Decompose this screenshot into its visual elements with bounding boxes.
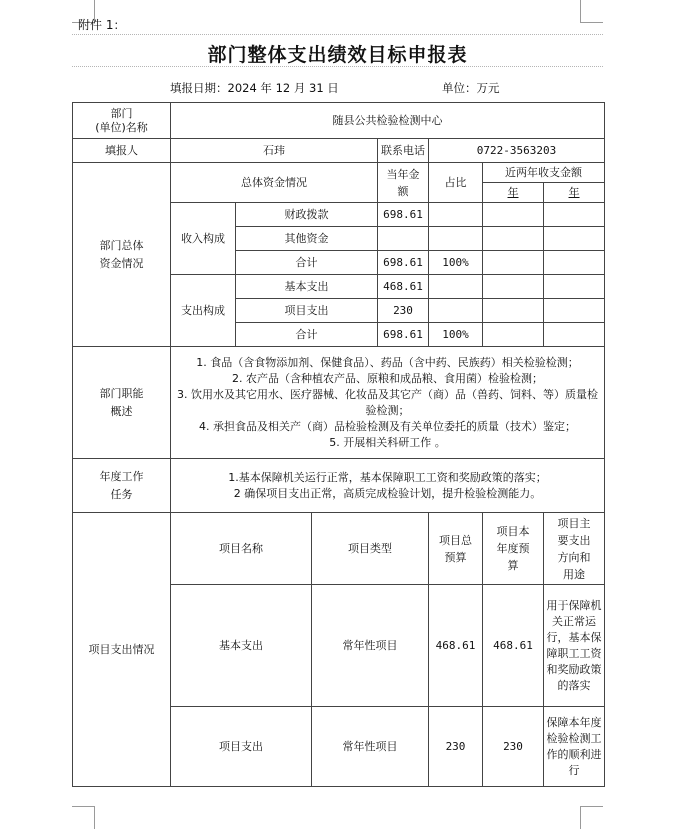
projects-section-label: 项目支出情况 <box>73 513 171 787</box>
year-a-cell <box>483 299 544 323</box>
year-b-cell <box>544 299 605 323</box>
income-name: 其他资金 <box>236 227 378 251</box>
dept-name-value: 随县公共检验检测中心 <box>171 103 605 139</box>
year-b-cell <box>544 323 605 347</box>
duty-item: 3. 饮用水及其它用水、医疗器械、化妆品及其它产（商）品（兽药、饲料、等）质量检验检测； <box>177 387 599 417</box>
project-name: 基本支出 <box>171 585 312 707</box>
fill-date: 填报日期：2024 年 12 月 31 日 <box>170 81 339 95</box>
project-annual: 468.61 <box>483 585 544 707</box>
duty-item: 4. 承担食品及相关产（商）品检验检测及有关单位委托的质量（技术）鉴定； <box>199 419 577 433</box>
overall-funds-label: 总体资金情况 <box>171 163 378 203</box>
expense-total-name: 合计 <box>236 323 378 347</box>
project-direction: 用于保障机关正常运行，基本保障职工工资和奖励政策的落实 <box>544 585 605 707</box>
tasks-label: 年度工作 任务 <box>73 459 171 513</box>
header-divider <box>72 34 603 35</box>
task-item: 1.基本保障机关运行正常，基本保障职工工资和奖励政策的落实； <box>228 470 547 484</box>
attachment-label: 附件 1： <box>78 18 126 32</box>
unit-label: 单位：万元 <box>442 81 500 95</box>
year-a-cell <box>483 203 544 227</box>
funds-section-label: 部门总体 资金情况 <box>73 163 171 347</box>
year-b-label: 年 <box>544 183 605 203</box>
project-total: 230 <box>429 707 483 787</box>
year-a-cell <box>483 275 544 299</box>
year-b-cell <box>544 251 605 275</box>
phone-value: 0722-3563203 <box>429 139 605 163</box>
crop-mark-bottom-right <box>580 806 603 829</box>
year-a-cell <box>483 323 544 347</box>
project-type: 常年性项目 <box>312 585 429 707</box>
project-type-header: 项目类型 <box>312 513 429 585</box>
income-label: 收入构成 <box>171 203 236 275</box>
expense-ratio <box>429 299 483 323</box>
project-total-header: 项目总 预算 <box>429 513 483 585</box>
expense-name: 项目支出 <box>236 299 378 323</box>
duty-item: 2. 农产品（含种植农产品、原粮和成品粮、食用菌）检验检测； <box>232 371 544 385</box>
ratio-label: 占比 <box>429 163 483 203</box>
project-total: 468.61 <box>429 585 483 707</box>
reporter-value: 石玮 <box>171 139 378 163</box>
income-ratio <box>429 203 483 227</box>
phone-label: 联系电话 <box>378 139 429 163</box>
year-a-label: 年 <box>483 183 544 203</box>
year-a-cell <box>483 251 544 275</box>
year-a-cell <box>483 227 544 251</box>
income-amount: 698.61 <box>378 203 429 227</box>
year-b-cell <box>544 275 605 299</box>
recent-years-label: 近两年收支金额 <box>483 163 605 183</box>
reporter-label: 填报人 <box>73 139 171 163</box>
task-item: 2 确保项目支出正常，高质完成检验计划，提升检验检测能力。 <box>233 486 542 500</box>
project-name: 项目支出 <box>171 707 312 787</box>
duty-item: 5. 开展相关科研工作 。 <box>329 435 446 449</box>
income-ratio <box>429 227 483 251</box>
dept-name-label: 部门 (单位)名称 <box>73 103 171 139</box>
year-b-cell <box>544 227 605 251</box>
project-name-header: 项目名称 <box>171 513 312 585</box>
project-direction-header: 项目主 要支出 方向和 用途 <box>544 513 605 585</box>
income-amount <box>378 227 429 251</box>
year-b-cell <box>544 203 605 227</box>
expense-total-amount: 698.61 <box>378 323 429 347</box>
expense-amount: 468.61 <box>378 275 429 299</box>
tasks-text <box>171 459 605 513</box>
expense-ratio <box>429 275 483 299</box>
duty-item: 1. 食品（含食物添加剂、保健食品）、药品（含中药、民族药）相关检验检测； <box>196 355 579 369</box>
crop-mark-bottom-left <box>72 806 95 829</box>
expense-total-ratio: 100% <box>429 323 483 347</box>
income-total-amount: 698.61 <box>378 251 429 275</box>
duties-text <box>171 347 605 459</box>
page-title: 部门整体支出绩效目标申报表 <box>207 44 468 66</box>
project-annual-header: 项目本 年度预 算 <box>483 513 544 585</box>
income-total-name: 合计 <box>236 251 378 275</box>
project-type: 常年性项目 <box>312 707 429 787</box>
current-year-label: 当年金 额 <box>378 163 429 203</box>
income-name: 财政拨款 <box>236 203 378 227</box>
crop-mark-top-right <box>580 0 603 23</box>
project-annual: 230 <box>483 707 544 787</box>
duties-label: 部门职能 概述 <box>73 347 171 459</box>
expense-amount: 230 <box>378 299 429 323</box>
expense-label: 支出构成 <box>171 275 236 347</box>
expense-name: 基本支出 <box>236 275 378 299</box>
project-direction: 保障本年度检验检测工作的顺利进行 <box>544 707 605 787</box>
income-total-ratio: 100% <box>429 251 483 275</box>
report-table <box>72 102 605 787</box>
